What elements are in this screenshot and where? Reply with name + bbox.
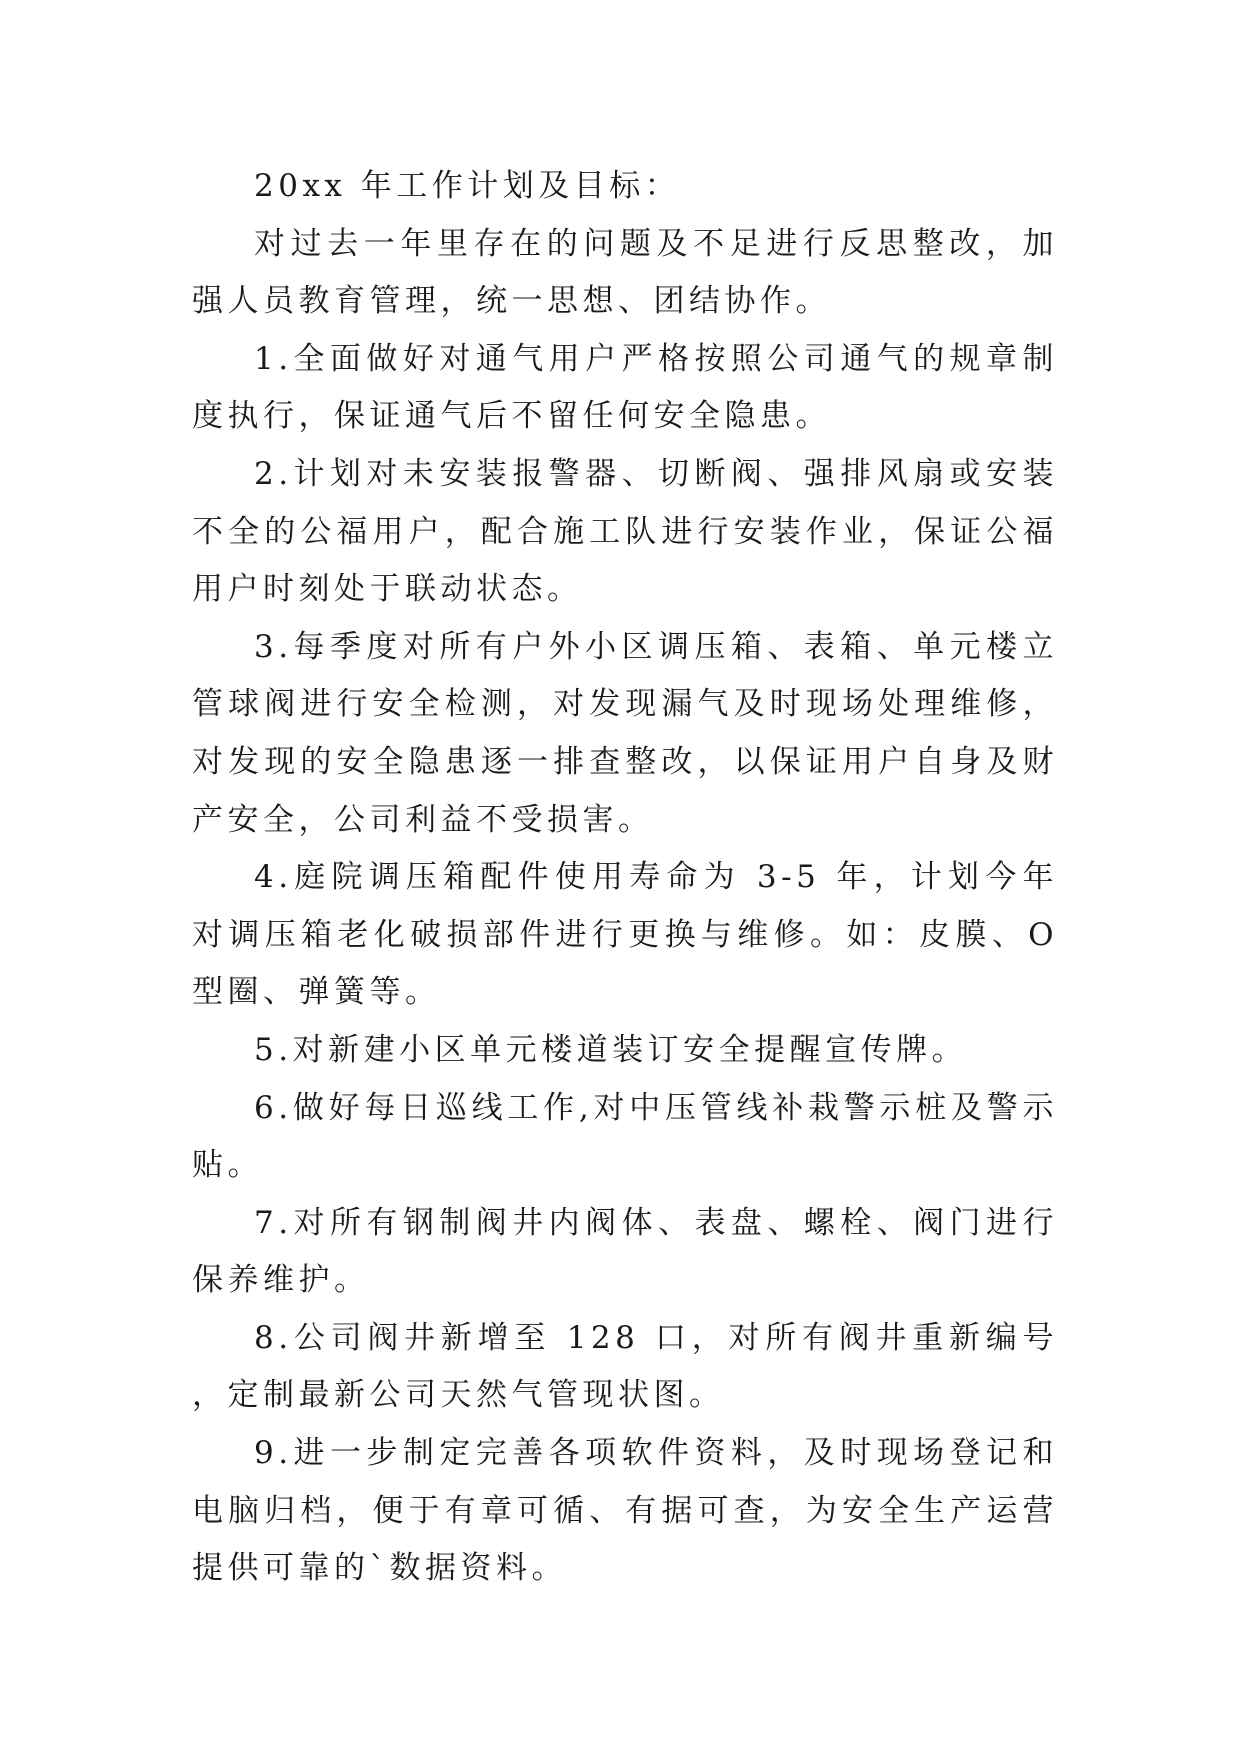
document-body xyxy=(192,158,1058,1598)
plan-item-7: 7.对所有钢制阀井内阀体、表盘、螺栓、阀门进行保养维护。 xyxy=(192,1204,1058,1299)
plan-item-1: 1.全面做好对通气用户严格按照公司通气的规章制度执行，保证通气后不留任何安全隐患。 xyxy=(192,340,1058,435)
plan-item-3: 3.每季度对所有户外小区调压箱、表箱、单元楼立管球阀进行安全检测，对发现漏气及时现场处理维修，对发现的安全隐患逐一排查整改，以保证用户自身及财产安全，公司利益不受损害。 xyxy=(192,628,1058,838)
plan-item-5: 5.对新建小区单元楼道装订安全提醒宣传牌。 xyxy=(254,1031,968,1068)
plan-item-9: 9.进一步制定完善各项软件资料，及时现场登记和电脑归档，便于有章可循、有据可查，为安全生产运营提供可靠的`数据资料。 xyxy=(192,1435,1058,1587)
plan-item-4: 4.庭院调压箱配件使用寿命为 3-5 年，计划今年对调压箱老化破损部件进行更换与维修。如：皮膜、O 型圈、弹簧等。 xyxy=(192,859,1058,1011)
document-title: 20xx 年工作计划及目标： xyxy=(254,168,681,204)
plan-item-6: 6.做好每日巡线工作,对中压管线补栽警示桩及警示贴。 xyxy=(192,1089,1058,1184)
intro-paragraph: 对过去一年里存在的问题及不足进行反思整改，加强人员教育管理，统一思想、团结协作。 xyxy=(192,225,1058,320)
plan-item-8: 8.公司阀井新增至 128 口，对所有阀井重新编号，定制最新公司天然气管现状图。 xyxy=(192,1319,1058,1414)
plan-item-2: 2.计划对未安装报警器、切断阀、强排风扇或安装不全的公福用户，配合施工队进行安装作业，保证公福用户时刻处于联动状态。 xyxy=(192,455,1058,608)
